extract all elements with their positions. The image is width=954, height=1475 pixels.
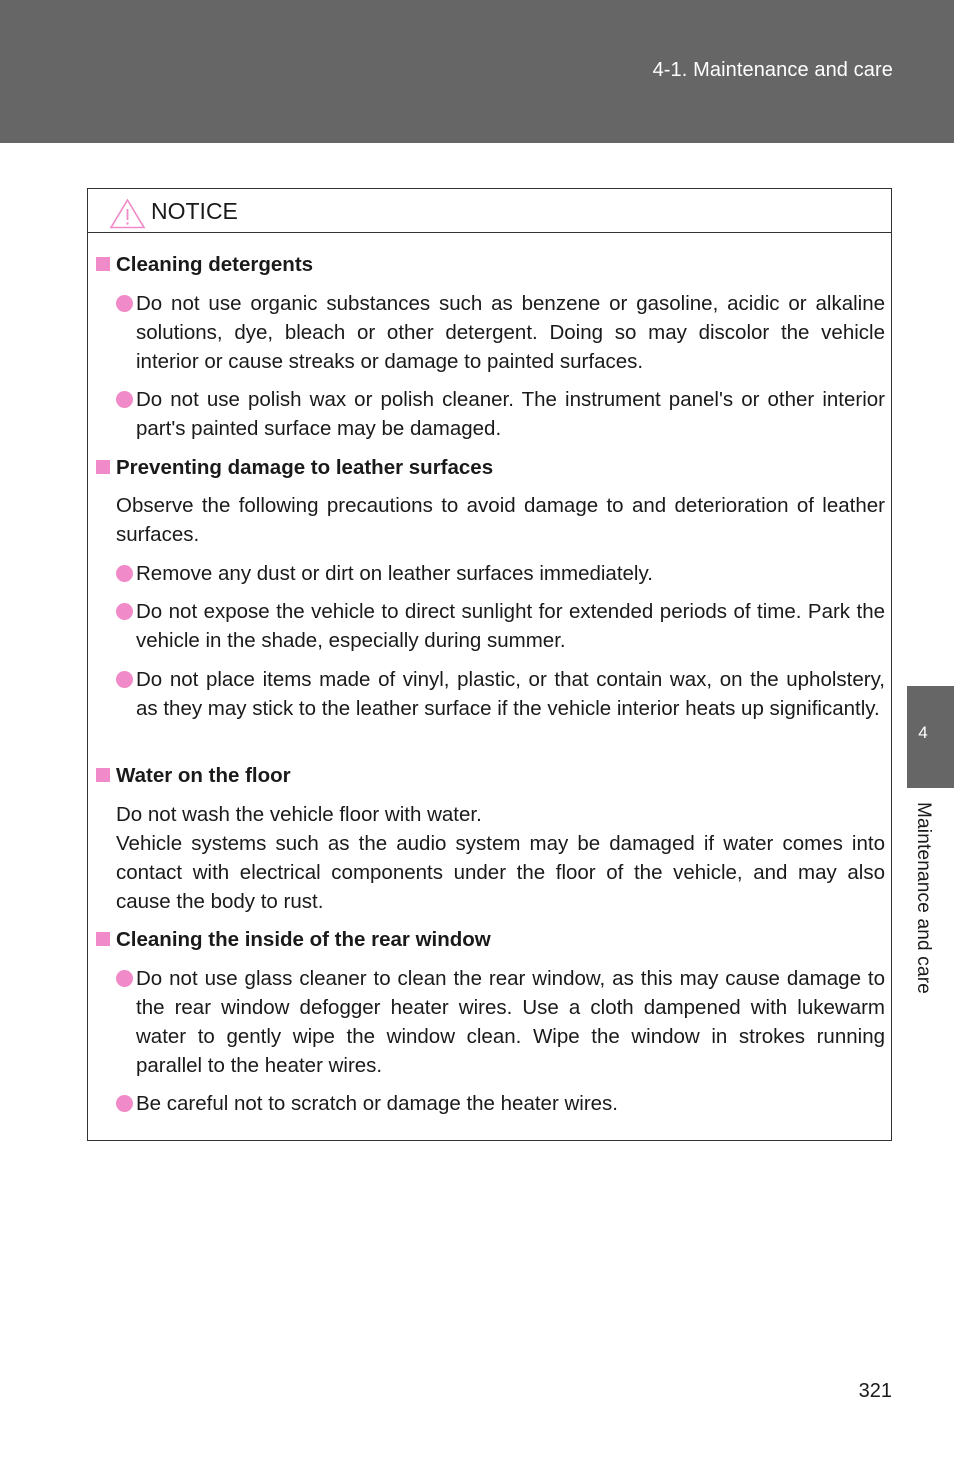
paragraph: Vehicle systems such as the audio system may be damaged if water comes into contact with electrical components under the floor of the vehicle, and may also cause the body to rust. — [116, 832, 885, 913]
square-bullet-icon — [96, 768, 110, 782]
section-heading: Cleaning the inside of the rear window — [96, 925, 491, 954]
circle-bullet-icon — [116, 391, 133, 408]
notice-box — [87, 188, 892, 1141]
section-heading: Preventing damage to leather surfaces — [96, 453, 493, 482]
paragraph: Do not wash the vehicle floor with water. — [116, 803, 482, 826]
warning-triangle-icon — [109, 198, 146, 229]
list-item: Do not use organic substances such as benzene or gasoline, acidic or alkaline solutions, dye, bleach or other detergent. Doing so may discolor the vehicle interior or cause streaks or damage to painted surfaces. — [116, 289, 885, 376]
chapter-label: Maintenance and care — [913, 802, 934, 995]
chapter-tab — [907, 686, 954, 788]
list-item: Do not place items made of vinyl, plastic, or that contain wax, on the upholstery, as they may stick to the leather surface if the vehicle interior heats up significantly. — [116, 665, 885, 723]
circle-bullet-icon — [116, 970, 133, 987]
square-bullet-icon — [96, 257, 110, 271]
circle-bullet-icon — [116, 295, 133, 312]
section-heading: Water on the floor — [96, 761, 291, 790]
chapter-number: 4 — [918, 723, 928, 742]
circle-bullet-icon — [116, 603, 133, 620]
circle-bullet-icon — [116, 1095, 133, 1112]
square-bullet-icon — [96, 932, 110, 946]
square-bullet-icon — [96, 460, 110, 474]
list-item: Be careful not to scratch or damage the heater wires. — [116, 1089, 885, 1118]
list-item: Remove any dust or dirt on leather surfaces immediately. — [116, 559, 885, 588]
circle-bullet-icon — [116, 671, 133, 688]
header-band — [0, 0, 954, 143]
notice-title: NOTICE — [151, 198, 238, 224]
section-title: 4-1. Maintenance and care — [652, 59, 893, 81]
list-item: Do not expose the vehicle to direct sunlight for extended periods of time. Park the vehicle in the shade, especially during summer. — [116, 597, 885, 655]
circle-bullet-icon — [116, 565, 133, 582]
page-number: 321 — [858, 1380, 892, 1402]
list-item: Do not use polish wax or polish cleaner. The instrument panel's or other interior part's painted surface may be damaged. — [116, 385, 885, 443]
paragraph: Observe the following precautions to avoid damage to and deterioration of leather surfaces. — [116, 494, 885, 546]
section-heading: Cleaning detergents — [96, 250, 313, 279]
notice-header — [88, 189, 891, 233]
list-item: Do not use glass cleaner to clean the rear window, as this may cause damage to the rear window defogger heater wires. Use a cloth dampened with lukewarm water to gently wipe the window clean. Wipe the window in strokes running parallel to the heater wires. — [116, 964, 885, 1080]
